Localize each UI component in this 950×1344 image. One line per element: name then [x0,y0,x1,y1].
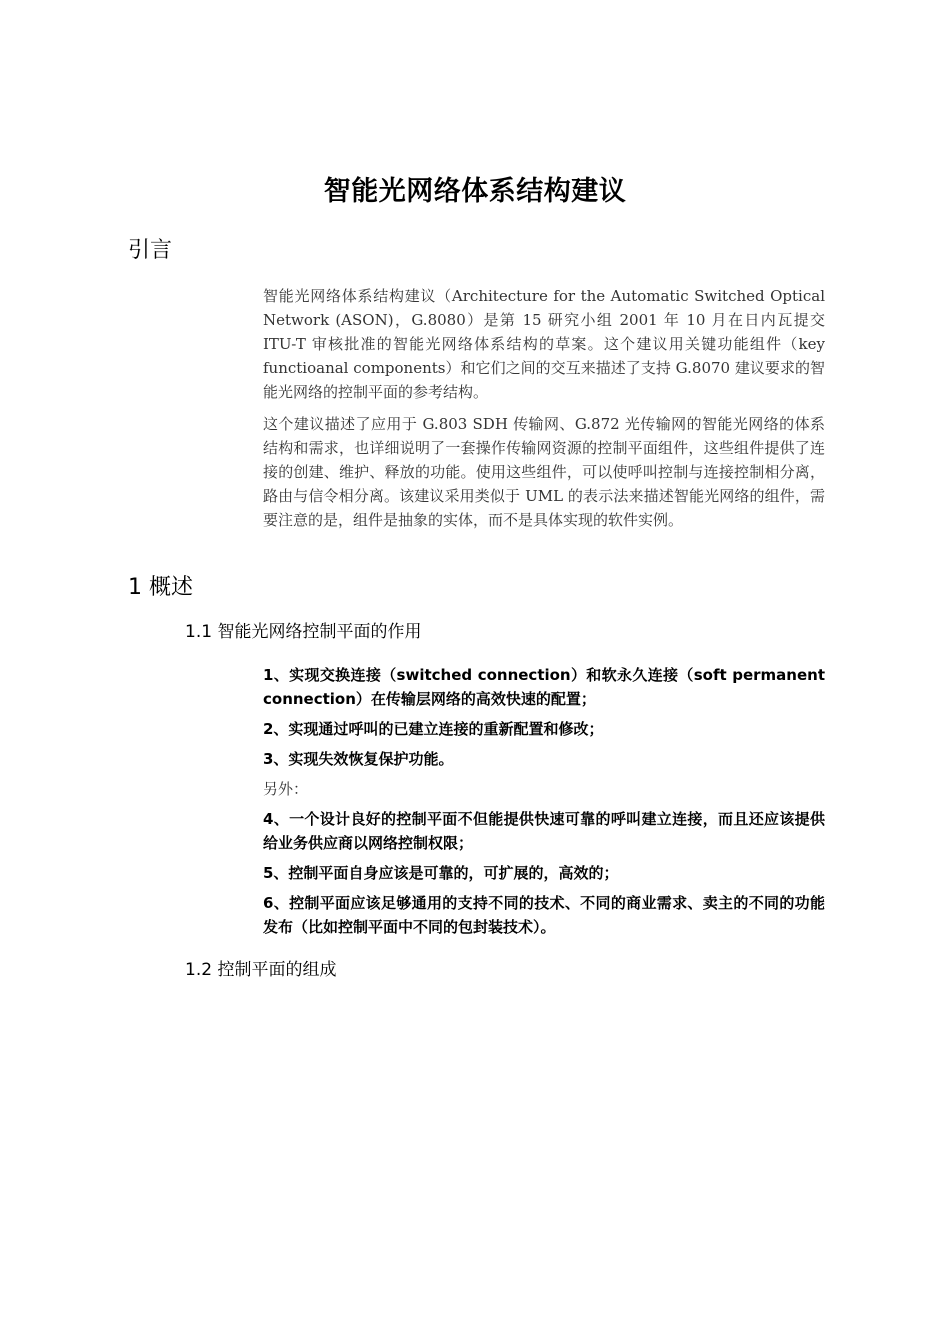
additional-label: 另外： [263,780,309,798]
list-item: 3、实现失效恢复保护功能。 [263,750,454,768]
intro-paragraph: 这个建议描述了应用于 G.803 SDH 传输网、G.872 光传输网的智能光网络的体系结构和需求，也详细说明了一套操作传输网资源的控制平面组件，这些组件提供了连接的创建、维护、释放的功能。使用这些组件，可以使呼叫控制与连接控制相分离，路由与信令相分离。该建议采用类似于 UML 的表示法来描述智能光网络的组件，需要注意的是，组件是抽象的实体，而不是具体实现的软件实例。 [263,415,825,529]
document-title: 智能光网络体系结构建议 [323,176,627,207]
intro-heading: 引言 [128,238,173,263]
section-1-1-list [263,663,825,945]
list-item: 5、控制平面自身应该是可靠的，可扩展的，高效的； [263,864,619,882]
list-item: 6、控制平面应该足够通用的支持不同的技术、不同的商业需求、卖主的不同的功能发布（比如控制平面中不同的包封装技术）。 [263,894,825,936]
list-item: 4、一个设计良好的控制平面不但能提供快速可靠的呼叫建立连接，而且还应该提供给业务供应商以网络控制权限； [263,810,825,852]
intro-paragraph: 智能光网络体系结构建议（Architecture for the Automatic Switched Optical Network (ASON)，G.8080）是第 15 研究小组 2001 年 10 月在日内瓦提交 ITU-T 审核批准的智能光网络体系结构的草案。这个建议用关键功能组件（key functioanal components）和它们之间的交互来描述了支持 G.8070 建议要求的智能光网络的控制平面的参考结构。 [263,287,825,401]
intro-body [263,284,825,540]
section-1-1-heading: 1.1 智能光网络控制平面的作用 [185,622,422,642]
section-1-2-heading: 1.2 控制平面的组成 [185,960,337,980]
section-1-heading: 1 概述 [128,575,193,600]
list-item: 1、实现交换连接（switched connection）和软永久连接（soft permanent connection）在传输层网络的高效快速的配置； [263,666,825,708]
list-item: 2、实现通过呼叫的已建立连接的重新配置和修改； [263,720,604,738]
